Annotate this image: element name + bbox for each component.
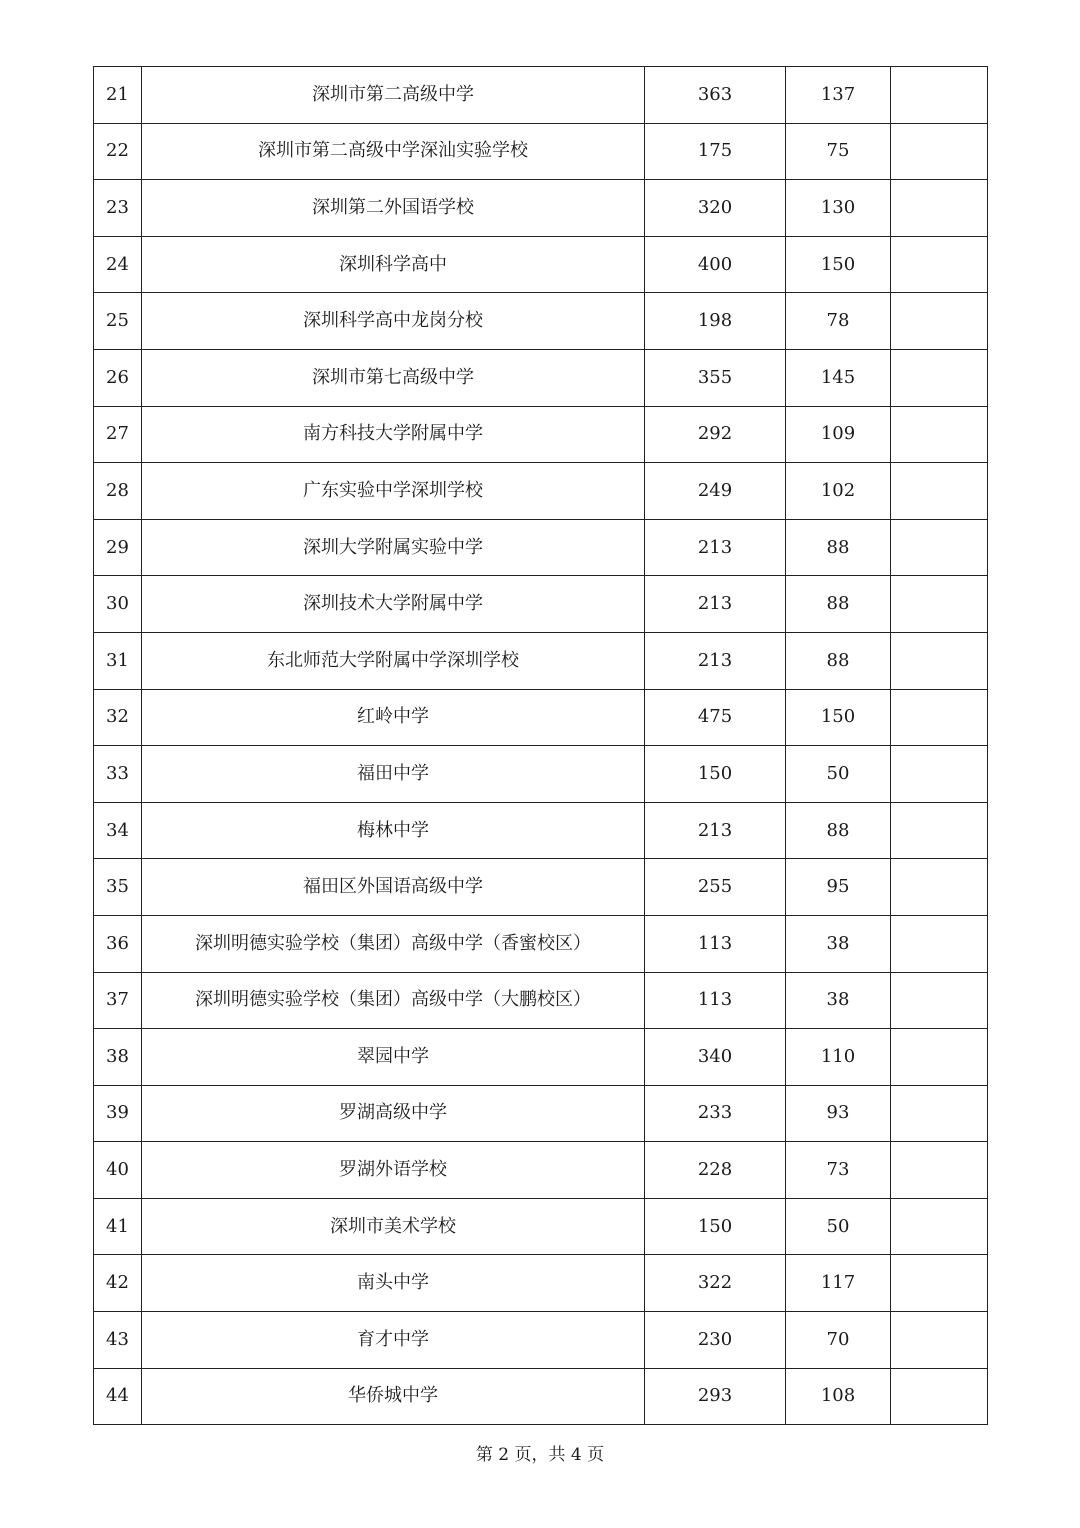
row-number: 40 — [94, 1142, 142, 1199]
school-name: 深圳科学高中 — [142, 236, 645, 293]
school-name: 深圳技术大学附属中学 — [142, 576, 645, 633]
school-name: 广东实验中学深圳学校 — [142, 463, 645, 520]
note-cell — [891, 1368, 988, 1425]
table-row — [94, 123, 988, 180]
value-col-4: 145 — [786, 349, 891, 406]
value-col-4: 50 — [786, 1198, 891, 1255]
school-name: 深圳大学附属实验中学 — [142, 519, 645, 576]
value-col-4: 38 — [786, 972, 891, 1029]
value-col-3: 322 — [645, 1255, 786, 1312]
school-name: 红岭中学 — [142, 689, 645, 746]
note-cell — [891, 576, 988, 633]
value-col-4: 88 — [786, 519, 891, 576]
row-number: 36 — [94, 915, 142, 972]
school-name: 深圳市第二高级中学深汕实验学校 — [142, 123, 645, 180]
note-cell — [891, 1142, 988, 1199]
table-row — [94, 1029, 988, 1086]
value-col-3: 249 — [645, 463, 786, 520]
value-col-4: 109 — [786, 406, 891, 463]
row-number: 44 — [94, 1368, 142, 1425]
row-number: 21 — [94, 67, 142, 124]
note-cell — [891, 859, 988, 916]
row-number: 31 — [94, 632, 142, 689]
table-row — [94, 519, 988, 576]
value-col-3: 213 — [645, 802, 786, 859]
table-row — [94, 293, 988, 350]
school-name: 梅林中学 — [142, 802, 645, 859]
note-cell — [891, 802, 988, 859]
table-row — [94, 972, 988, 1029]
school-quota-table — [93, 66, 988, 1425]
table-row — [94, 349, 988, 406]
note-cell — [891, 123, 988, 180]
row-number: 33 — [94, 746, 142, 803]
note-cell — [891, 632, 988, 689]
value-col-4: 50 — [786, 746, 891, 803]
row-number: 32 — [94, 689, 142, 746]
table-row — [94, 576, 988, 633]
value-col-3: 230 — [645, 1312, 786, 1369]
school-name: 南方科技大学附属中学 — [142, 406, 645, 463]
row-number: 26 — [94, 349, 142, 406]
value-col-3: 400 — [645, 236, 786, 293]
table-row — [94, 632, 988, 689]
value-col-4: 78 — [786, 293, 891, 350]
note-cell — [891, 236, 988, 293]
note-cell — [891, 463, 988, 520]
note-cell — [891, 1312, 988, 1369]
value-col-3: 292 — [645, 406, 786, 463]
note-cell — [891, 915, 988, 972]
note-cell — [891, 293, 988, 350]
table-row — [94, 463, 988, 520]
school-name: 深圳市第七高级中学 — [142, 349, 645, 406]
value-col-4: 88 — [786, 632, 891, 689]
value-col-3: 355 — [645, 349, 786, 406]
value-col-4: 110 — [786, 1029, 891, 1086]
row-number: 29 — [94, 519, 142, 576]
school-name: 深圳明德实验学校（集团）高级中学（香蜜校区） — [142, 915, 645, 972]
value-col-3: 255 — [645, 859, 786, 916]
school-name: 南头中学 — [142, 1255, 645, 1312]
value-col-4: 75 — [786, 123, 891, 180]
note-cell — [891, 689, 988, 746]
value-col-4: 102 — [786, 463, 891, 520]
table-body — [94, 67, 988, 1425]
value-col-3: 340 — [645, 1029, 786, 1086]
row-number: 23 — [94, 180, 142, 237]
table-row — [94, 689, 988, 746]
note-cell — [891, 67, 988, 124]
note-cell — [891, 972, 988, 1029]
value-col-4: 93 — [786, 1085, 891, 1142]
value-col-4: 130 — [786, 180, 891, 237]
row-number: 30 — [94, 576, 142, 633]
table-row — [94, 859, 988, 916]
note-cell — [891, 1029, 988, 1086]
value-col-3: 228 — [645, 1142, 786, 1199]
row-number: 28 — [94, 463, 142, 520]
table-row — [94, 406, 988, 463]
row-number: 22 — [94, 123, 142, 180]
value-col-3: 150 — [645, 746, 786, 803]
school-name: 育才中学 — [142, 1312, 645, 1369]
table-row — [94, 1368, 988, 1425]
row-number: 34 — [94, 802, 142, 859]
note-cell — [891, 1255, 988, 1312]
value-col-4: 70 — [786, 1312, 891, 1369]
row-number: 37 — [94, 972, 142, 1029]
note-cell — [891, 1198, 988, 1255]
value-col-3: 213 — [645, 519, 786, 576]
value-col-3: 293 — [645, 1368, 786, 1425]
value-col-3: 233 — [645, 1085, 786, 1142]
table-row — [94, 915, 988, 972]
school-name: 深圳市第二高级中学 — [142, 67, 645, 124]
value-col-3: 198 — [645, 293, 786, 350]
school-name: 深圳市美术学校 — [142, 1198, 645, 1255]
value-col-4: 117 — [786, 1255, 891, 1312]
school-name: 翠园中学 — [142, 1029, 645, 1086]
school-name: 深圳明德实验学校（集团）高级中学（大鹏校区） — [142, 972, 645, 1029]
table-row — [94, 1312, 988, 1369]
row-number: 35 — [94, 859, 142, 916]
value-col-4: 150 — [786, 236, 891, 293]
school-name: 罗湖外语学校 — [142, 1142, 645, 1199]
table-row — [94, 236, 988, 293]
row-number: 24 — [94, 236, 142, 293]
value-col-4: 95 — [786, 859, 891, 916]
school-name: 华侨城中学 — [142, 1368, 645, 1425]
row-number: 27 — [94, 406, 142, 463]
school-name: 福田区外国语高级中学 — [142, 859, 645, 916]
table-row — [94, 746, 988, 803]
table-row — [94, 180, 988, 237]
value-col-3: 475 — [645, 689, 786, 746]
school-name: 深圳第二外国语学校 — [142, 180, 645, 237]
row-number: 25 — [94, 293, 142, 350]
value-col-3: 150 — [645, 1198, 786, 1255]
table-row — [94, 67, 988, 124]
value-col-3: 113 — [645, 972, 786, 1029]
note-cell — [891, 406, 988, 463]
value-col-4: 150 — [786, 689, 891, 746]
value-col-3: 175 — [645, 123, 786, 180]
school-name: 深圳科学高中龙岗分校 — [142, 293, 645, 350]
value-col-4: 73 — [786, 1142, 891, 1199]
row-number: 41 — [94, 1198, 142, 1255]
value-col-4: 108 — [786, 1368, 891, 1425]
page-footer: 第 2 页，共 4 页 — [475, 1445, 605, 1465]
row-number: 43 — [94, 1312, 142, 1369]
note-cell — [891, 180, 988, 237]
table-row — [94, 1142, 988, 1199]
value-col-3: 363 — [645, 67, 786, 124]
row-number: 39 — [94, 1085, 142, 1142]
value-col-3: 213 — [645, 632, 786, 689]
note-cell — [891, 349, 988, 406]
value-col-3: 320 — [645, 180, 786, 237]
row-number: 42 — [94, 1255, 142, 1312]
value-col-4: 88 — [786, 802, 891, 859]
value-col-4: 88 — [786, 576, 891, 633]
value-col-4: 137 — [786, 67, 891, 124]
note-cell — [891, 746, 988, 803]
table-row — [94, 802, 988, 859]
value-col-3: 113 — [645, 915, 786, 972]
note-cell — [891, 519, 988, 576]
school-name: 罗湖高级中学 — [142, 1085, 645, 1142]
row-number: 38 — [94, 1029, 142, 1086]
table-row — [94, 1198, 988, 1255]
school-name: 东北师范大学附属中学深圳学校 — [142, 632, 645, 689]
value-col-3: 213 — [645, 576, 786, 633]
table-row — [94, 1255, 988, 1312]
note-cell — [891, 1085, 988, 1142]
table-row — [94, 1085, 988, 1142]
school-name: 福田中学 — [142, 746, 645, 803]
value-col-4: 38 — [786, 915, 891, 972]
